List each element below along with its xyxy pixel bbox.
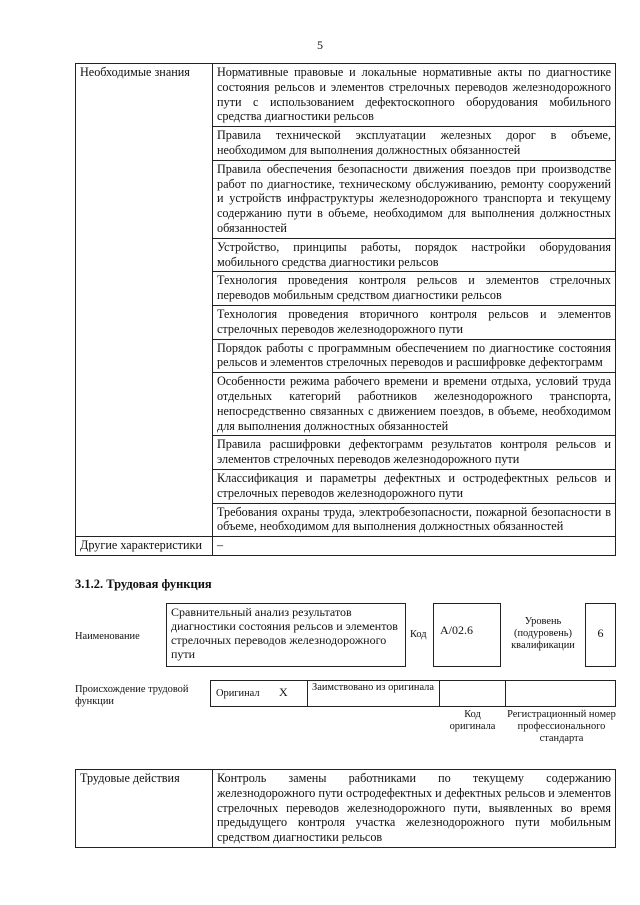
code-label: Код bbox=[410, 629, 427, 640]
origin-divider bbox=[307, 680, 308, 707]
code-value: A/02.6 bbox=[440, 623, 473, 637]
reg-caption: Регистрационный номер профессионального стандарта bbox=[507, 709, 616, 744]
origin-divider bbox=[439, 680, 440, 707]
actions-table bbox=[75, 769, 616, 848]
knowledge-item: Правила обеспечения безопасности движения поездов при производстве работ по диагностике, техническому обслуживанию, ремонту сооружений и устройств инфраструктуры железнодорожного транспорта и текущему содержанию пути в объеме, необходимом для выполнения должностных обязанностей bbox=[213, 160, 616, 238]
knowledge-item: Технология проведения контроля рельсов и элементов стрелочных переводов мобильным средством диагностики рельсов bbox=[213, 272, 616, 306]
action-item: Контроль замены работниками по текущему содержанию железнодорожного пути остродефектных и дефектных рельсов и элементов стрелочных переводов железнодорожного пути, выявленных во время предыдущего контроля участка железнодорожного пути мобильным средством диагностики рельсов bbox=[213, 770, 616, 848]
knowledge-label: Необходимые знания bbox=[76, 64, 213, 537]
knowledge-item: Классификация и параметры дефектных и остродефектных рельсов и стрелочных переводов железнодорожного пути bbox=[213, 469, 616, 503]
knowledge-item: Нормативные правовые и локальные нормативные акты по диагностике состояния рельсов и элементов стрелочных переводов железнодорожного пути с использованием дефектоскопного оборудования мобильного средства диагностики рельсов bbox=[213, 64, 616, 127]
level-value: 6 bbox=[597, 626, 604, 640]
name-label: Наименование bbox=[75, 631, 140, 642]
knowledge-item: Порядок работы с программным обеспечением по диагностике состояния рельсов и элементов стрелочных переводов и расшифровке дефектограмм bbox=[213, 339, 616, 373]
actions-label: Трудовые действия bbox=[76, 770, 213, 848]
knowledge-item: Правила расшифровки дефектограмм результатов контроля рельсов и элементов стрелочных переводов железнодорожного пути bbox=[213, 436, 616, 470]
level-label: Уровень (подуровень) квалификации bbox=[511, 616, 575, 651]
code-caption: Код оригинала bbox=[449, 709, 496, 732]
code-box bbox=[433, 603, 501, 667]
borrowed-label: Заимствовано из оригинала bbox=[312, 682, 434, 693]
knowledge-item: Устройство, принципы работы, порядок настройки оборудования мобильного средства диагностики рельсов bbox=[213, 238, 616, 272]
origin-divider bbox=[505, 680, 506, 707]
knowledge-item: Технология проведения вторичного контроля рельсов и элементов стрелочных переводов железнодорожного пути bbox=[213, 305, 616, 339]
function-name-box bbox=[166, 603, 406, 667]
original-label: Оригинал bbox=[216, 688, 260, 699]
original-mark: X bbox=[279, 685, 288, 699]
origin-label: Происхождение трудовой функции bbox=[75, 684, 189, 707]
section-title: 3.1.2. Трудовая функция bbox=[75, 577, 212, 591]
other-value: – bbox=[213, 537, 616, 556]
knowledge-item: Правила технической эксплуатации железных дорог в объеме, необходимом для выполнения должностных обязанностей bbox=[213, 127, 616, 161]
knowledge-table bbox=[75, 63, 616, 556]
knowledge-item: Требования охраны труда, электробезопасности, пожарной безопасности в объеме, необходимом для выполнения должностных обязанностей bbox=[213, 503, 616, 537]
other-label: Другие характеристики bbox=[76, 537, 213, 556]
level-box bbox=[585, 603, 616, 667]
function-name: Сравнительный анализ результатов диагностики состояния рельсов и элементов стрелочных переводов железнодорожного пути bbox=[171, 605, 398, 661]
knowledge-item: Особенности режима рабочего времени и времени отдыха, условий труда отдельных категорий работников железнодорожного транспорта, непосредственно связанных с движением поездов, в объеме, необходимом для выполнения должностных обязанностей bbox=[213, 373, 616, 436]
page-number: 5 bbox=[317, 38, 323, 52]
